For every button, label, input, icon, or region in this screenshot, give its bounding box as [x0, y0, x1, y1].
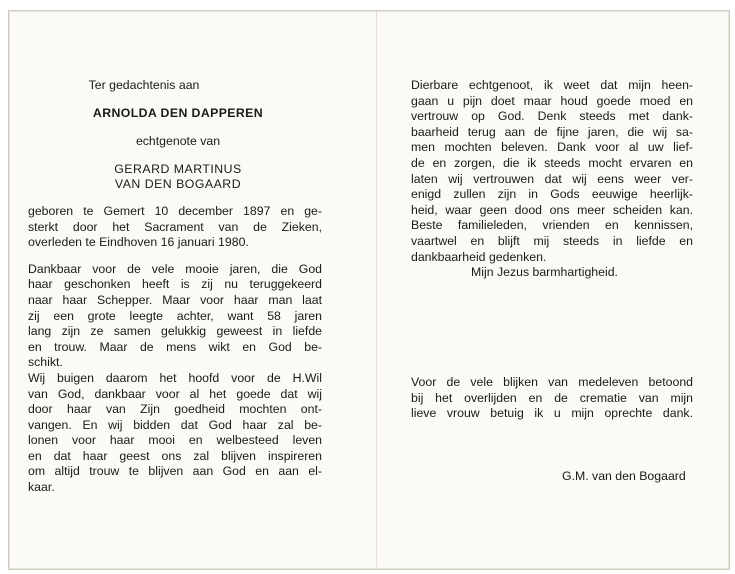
right-panel	[411, 78, 693, 483]
text-line: schikt.	[28, 355, 63, 370]
text-line: om altijd trouw te blijven aan God en aan el-	[28, 464, 322, 479]
text-line: vangen. En wij bidden dat God haar zal be-	[28, 417, 322, 432]
text-line: vertrouw op God. Denk steeds met dank-	[411, 109, 693, 124]
faith-paragraph	[28, 371, 322, 496]
text-line: men mochten beleven. Dank voor al uw lief-	[411, 140, 693, 155]
text-line: zij een grote leegte achter, want 58 jaren	[28, 308, 322, 323]
text-line: vaartwel en blijft mij steeds in liefde en	[411, 233, 693, 248]
deceased-name: ARNOLDA DEN DAPPEREN	[92, 105, 264, 120]
text-line: laten wij vertrouwen dat wij eens weer ver-	[411, 171, 693, 186]
text-line: en dat haar geest ons zal blijven inspireren	[28, 448, 322, 463]
thanks-paragraph	[411, 375, 693, 422]
text-line: kaar.	[28, 480, 55, 495]
spouse-of-label: echtgenote van	[135, 134, 221, 149]
text-line: baarheid terug aan de fijne jaren, die wij sa-	[411, 124, 693, 139]
text-line: gaan u pijn doet maar houd goede moed en	[411, 93, 693, 108]
text-line: Beste familieleden, vrienden en kennissen,	[411, 218, 693, 233]
card-fold	[376, 11, 377, 567]
closing-prayer: Mijn Jezus barmhartigheid.	[471, 265, 618, 280]
farewell-prayer	[411, 78, 693, 265]
text-line: bij het overlijden en de crematie van mijn	[411, 390, 693, 405]
husband-name-line2: VAN DEN BOGAARD	[114, 177, 242, 192]
text-line: Dierbare echtgenoot, ik weet dat mijn heen-	[411, 78, 693, 92]
text-line: naar haar Schepper. Maar voor haar man laat	[28, 292, 322, 307]
text-line: van God, dankbaar voor al het goede dat wij	[28, 386, 322, 401]
bio-line: geboren te Gemert 10 december 1897 en ge-	[28, 203, 322, 218]
bio-line: sterkt door het Sacrament van de Zieken,	[28, 219, 322, 234]
left-panel	[28, 78, 334, 496]
text-line: enigd zullen zijn in Gods eeuwige heerlijk-	[411, 187, 693, 202]
text-line: Dankbaar voor de vele mooie jaren, die God	[28, 261, 322, 276]
text-line: de en zorgen, die ik steeds mocht ervaren en	[411, 155, 693, 170]
husband-name-line1: GERARD MARTINUS	[114, 161, 242, 176]
in-memory-label: Ter gedachtenis aan	[88, 78, 200, 92]
text-line: heid, waar geen dood ons meer scheiden kan.	[411, 202, 693, 217]
text-line: door haar van Zijn goedheid mochten ont-	[28, 402, 322, 417]
text-line: en trouw. Maar de mens wikt en God be-	[28, 339, 322, 354]
text-line: dankbaarheid gedenken.	[411, 249, 547, 264]
text-line: lang zijn ze samen gelukkig geweest in liefde	[28, 324, 322, 339]
text-line: Voor de vele blijken van medeleven betoond	[411, 375, 693, 389]
bio-paragraph	[28, 204, 322, 251]
gratitude-paragraph	[28, 262, 322, 371]
signature: G.M. van den Bogaard	[562, 469, 686, 483]
text-line: lonen voor haar mooi en welbesteed leven	[28, 433, 322, 448]
text-line: lieve vrouw betuig ik u mijn oprechte dank.	[411, 406, 693, 421]
text-line: Wij buigen daarom het hoofd voor de H.Wil	[28, 370, 322, 385]
text-line: haar geschonken heeft is zij nu teruggekeerd	[28, 277, 322, 292]
bio-line: overleden te Eindhoven 16 januari 1980.	[28, 235, 249, 250]
